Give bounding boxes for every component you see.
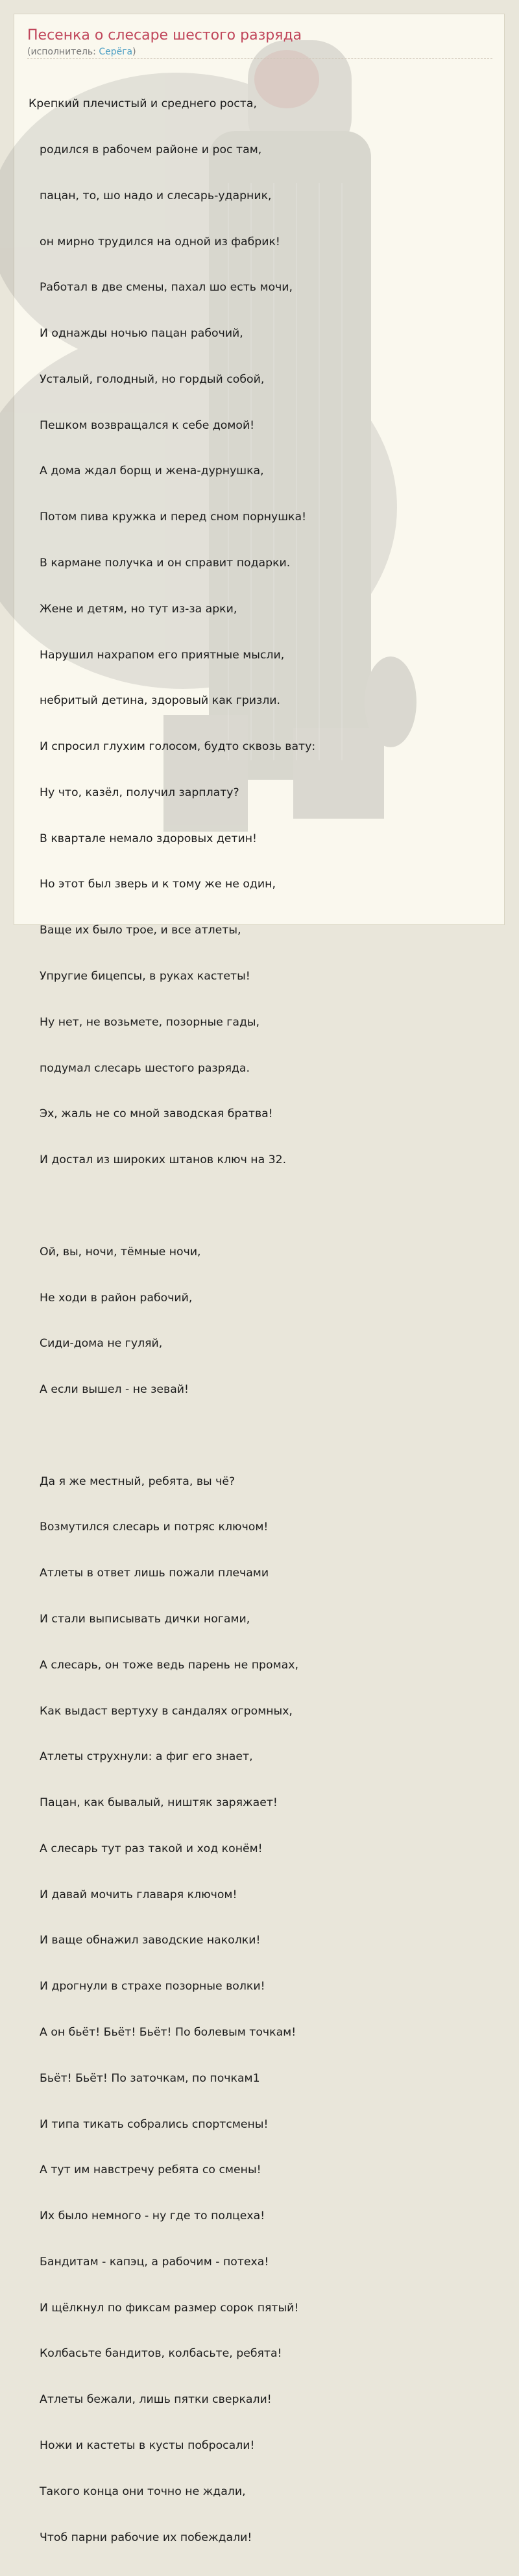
lyric-line: Не ходи в район рабочий, (40, 1291, 193, 1305)
lyric-line: В кармане получка и он справит подарки. (40, 557, 291, 570)
lyric-line: И щёлкнул по фиксам размер сорок пятый! (40, 2301, 299, 2315)
lyric-line: А дома ждал борщ и жена-дурнушка, (40, 464, 264, 478)
lyric-line: А слесарь тут раз такой и ход конём! (40, 1842, 263, 1855)
lyric-line: Усталый, голодный, но гордый собой, (40, 372, 265, 386)
lyric-line: А он бьёт! Бьёт! Бьёт! По болевым точкам! (40, 2026, 296, 2039)
lyric-line: И стали выписывать дички ногами, (40, 1612, 250, 1626)
lyric-line: Возмутился слесарь и потряс ключом! (40, 1521, 269, 1534)
lyric-line: Такого конца они точно не ждали, (40, 2485, 246, 2498)
lyric-line (29, 1428, 496, 1444)
lyric-line: Но этот был зверь и к тому же не один, (40, 878, 276, 891)
lyric-line: А слесарь, он тоже ведь парень не промах, (40, 1658, 298, 1672)
lyric-line: небритый детина, здоровый как гризли. (40, 694, 280, 708)
lyrics-text (29, 66, 496, 2576)
lyric-line: Крепкий плечистый и среднего роста, (29, 97, 257, 111)
lyric-line: Колбасьте бандитов, колбасьте, ребята! (40, 2347, 282, 2361)
lyric-line: Бандитам - капэц, а рабочим - потеха! (40, 2255, 269, 2269)
lyric-line: И типа тикать собрались спортсмены! (40, 2117, 269, 2131)
lyric-line: В квартале немало здоровых детин! (40, 832, 257, 845)
lyric-line: Сиди-дома не гуляй, (40, 1337, 163, 1351)
lyric-line: подумал слесарь шестого разряда. (40, 1061, 250, 1075)
lyric-line (29, 1199, 496, 1214)
lyric-line: И достал из широких штанов ключ на 32. (40, 1153, 287, 1167)
lyric-line: Упругие бицепсы, в руках кастеты! (40, 970, 250, 983)
lyric-line: Пешком возвращался к себе домой! (40, 418, 255, 432)
performer-prefix: (исполнитель: (27, 47, 99, 57)
lyric-line: Атлеты струхнули: а фиг его знает, (40, 1750, 253, 1764)
lyric-line: Да я же местный, ребята, вы чё? (40, 1475, 235, 1488)
performer-link[interactable]: Серёга (99, 47, 133, 57)
lyric-line: Их было немного - ну где то полцеха! (40, 2209, 265, 2223)
lyric-line: родился в рабочем районе и рос там, (40, 143, 262, 156)
lyric-line: Потом пива кружка и перед сном порнушка! (40, 511, 306, 524)
lyric-line: Ну что, казёл, получил зарплату? (40, 786, 239, 799)
lyric-line: И однажды ночью пацан рабочий, (40, 327, 243, 341)
performer-line (27, 47, 136, 57)
lyric-line: И дрогнули в страхе позорные волки! (40, 1980, 265, 1993)
lyric-line: Ножи и кастеты в кусты побросали! (40, 2439, 255, 2453)
lyric-line: Как выдаст вертуху в сандалях огромных, (40, 1704, 293, 1718)
divider (27, 58, 492, 59)
lyrics-card (14, 14, 505, 2544)
lyric-line: он мирно трудился на одной из фабрик! (40, 235, 280, 248)
lyric-line: А если вышел - не зевай! (40, 1383, 189, 1397)
lyric-line: Эх, жаль не со мной заводская братва! (40, 1107, 273, 1121)
lyric-line: Атлеты в ответ лишь пожали плечами (40, 1567, 269, 1580)
lyric-line: Ваще их было трое, и все атлеты, (40, 924, 241, 937)
lyric-line: Ой, вы, ночи, тёмные ночи, (40, 1245, 201, 1258)
lyric-line: Атлеты бежали, лишь пятки сверкали! (40, 2393, 272, 2407)
lyric-line: Пацан, как бывалый, ништяк заряжает! (40, 1796, 278, 1810)
lyric-line: Ну нет, не возьмете, позорные гады, (40, 1015, 260, 1029)
lyric-line: А тут им навстречу ребята со смены! (40, 2163, 261, 2177)
song-title: Песенка о слесаре шестого разряда (27, 27, 302, 43)
lyric-line: Жене и детям, но тут из-за арки, (40, 602, 237, 616)
lyric-line: И спросил глухим голосом, будто сквозь вату: (40, 740, 316, 754)
performer-suffix: ) (132, 47, 136, 57)
lyric-line: И ваще обнажил заводские наколки! (40, 1934, 261, 1947)
lyric-line: Нарушил нахрапом его приятные мысли, (40, 648, 285, 662)
lyric-line: Чтоб парни рабочие их побеждали! (40, 2531, 252, 2544)
lyric-line: И давай мочить главаря ключом! (40, 1888, 237, 1901)
lyric-line: пацан, то, шо надо и слесарь-ударник, (40, 189, 272, 202)
lyric-line: Бьёт! Бьёт! По заточкам, по почкам1 (40, 2071, 260, 2085)
lyric-line: Работал в две смены, пахал шо есть мочи, (40, 281, 293, 295)
